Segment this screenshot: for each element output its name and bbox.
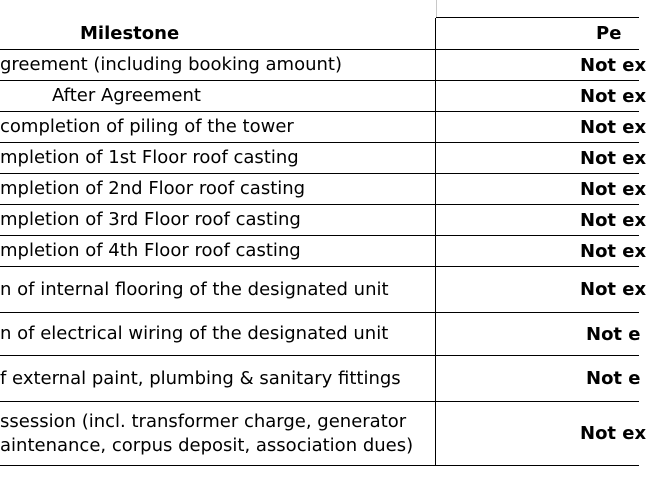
value-cell: Not ex bbox=[580, 279, 646, 300]
value-cell: Not e bbox=[586, 323, 641, 345]
value-cell: Not ex bbox=[580, 147, 646, 169]
milestone-cell: mpletion of 2nd Floor roof casting bbox=[0, 174, 436, 204]
value-cell: Not ex bbox=[580, 54, 646, 76]
value-cell: Not ex bbox=[580, 85, 646, 107]
milestone-cell: greement (including booking amount) bbox=[0, 50, 436, 80]
milestone-cell: ssession (incl. transformer charge, generator aintenance, corpus deposit, association dues) bbox=[0, 402, 436, 465]
milestone-cell: mpletion of 4th Floor roof casting bbox=[0, 236, 436, 266]
milestone-cell: n of electrical wiring of the designated unit bbox=[0, 313, 436, 355]
milestone-cell: mpletion of 3rd Floor roof casting bbox=[0, 205, 436, 235]
value-cell: Not e bbox=[586, 368, 641, 389]
milestone-cell: After Agreement bbox=[0, 81, 436, 111]
table-row bbox=[0, 50, 646, 81]
table-row bbox=[0, 143, 646, 174]
value-cell: Not ex bbox=[580, 209, 646, 231]
milestone-cell: completion of piling of the tower bbox=[0, 112, 436, 142]
milestone-cell: n of internal flooring of the designated unit bbox=[0, 267, 436, 312]
table-header-row bbox=[0, 18, 639, 50]
table-row bbox=[0, 112, 646, 143]
table-row bbox=[0, 313, 639, 356]
header-percent: Pe bbox=[596, 23, 622, 44]
table-top-gap bbox=[0, 0, 639, 18]
column-gridline bbox=[436, 0, 437, 18]
milestone-cell: mpletion of 1st Floor roof casting bbox=[0, 143, 436, 173]
table-row bbox=[0, 236, 646, 267]
table-row bbox=[0, 267, 646, 313]
table-row bbox=[0, 174, 646, 205]
value-cell: Not ex bbox=[580, 423, 646, 444]
table-row bbox=[0, 402, 646, 466]
milestone-cell: f external paint, plumbing & sanitary fittings bbox=[0, 356, 436, 401]
table-row bbox=[0, 205, 646, 236]
value-cell: Not ex bbox=[580, 116, 646, 138]
table-row bbox=[0, 356, 639, 402]
table-row bbox=[0, 81, 646, 112]
value-cell: Not ex bbox=[580, 178, 646, 200]
value-cell: Not ex bbox=[580, 240, 646, 262]
header-milestone: Milestone bbox=[0, 18, 436, 49]
